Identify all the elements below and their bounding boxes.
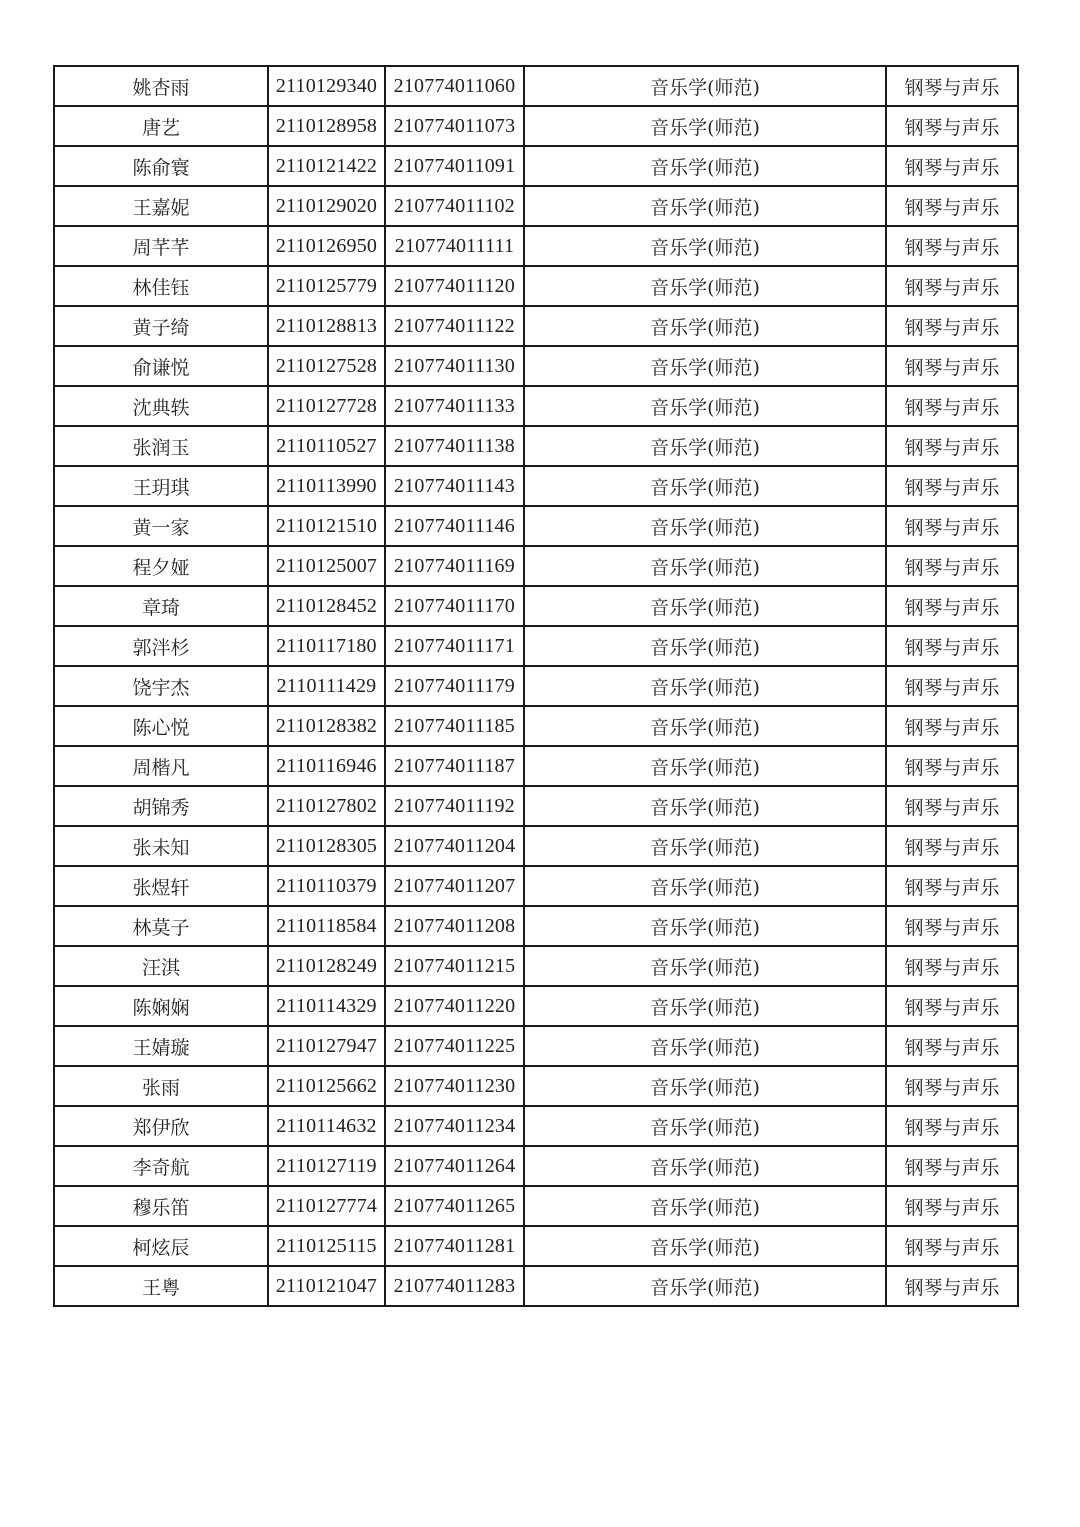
candidate-number-cell: 210774011204: [385, 826, 524, 866]
student-name-cell: 姚杏雨: [54, 66, 268, 106]
candidate-number-cell: 210774011208: [385, 906, 524, 946]
candidate-number-cell: 210774011225: [385, 1026, 524, 1066]
exam-number-cell: 2110127728: [268, 386, 385, 426]
student-name-cell: 张煜轩: [54, 866, 268, 906]
table-row: [54, 866, 1018, 906]
major-cell: 音乐学(师范): [524, 666, 886, 706]
table-row: [54, 146, 1018, 186]
student-name-cell: 张雨: [54, 1066, 268, 1106]
direction-cell: 钢琴与声乐: [886, 746, 1018, 786]
direction-cell: 钢琴与声乐: [886, 346, 1018, 386]
exam-number-cell: 2110128958: [268, 106, 385, 146]
student-list-table: [53, 65, 1019, 1307]
major-cell: 音乐学(师范): [524, 626, 886, 666]
student-name-cell: 饶宇杰: [54, 666, 268, 706]
major-cell: 音乐学(师范): [524, 186, 886, 226]
candidate-number-cell: 210774011179: [385, 666, 524, 706]
exam-number-cell: 2110121510: [268, 506, 385, 546]
candidate-number-cell: 210774011122: [385, 306, 524, 346]
exam-number-cell: 2110125007: [268, 546, 385, 586]
candidate-number-cell: 210774011230: [385, 1066, 524, 1106]
exam-number-cell: 2110114329: [268, 986, 385, 1026]
student-name-cell: 沈典轶: [54, 386, 268, 426]
exam-number-cell: 2110128452: [268, 586, 385, 626]
major-cell: 音乐学(师范): [524, 586, 886, 626]
major-cell: 音乐学(师范): [524, 346, 886, 386]
major-cell: 音乐学(师范): [524, 1226, 886, 1266]
student-name-cell: 周芊芊: [54, 226, 268, 266]
candidate-number-cell: 210774011111: [385, 226, 524, 266]
major-cell: 音乐学(师范): [524, 1106, 886, 1146]
direction-cell: 钢琴与声乐: [886, 1186, 1018, 1226]
candidate-number-cell: 210774011171: [385, 626, 524, 666]
exam-number-cell: 2110110379: [268, 866, 385, 906]
exam-number-cell: 2110125662: [268, 1066, 385, 1106]
exam-number-cell: 2110110527: [268, 426, 385, 466]
direction-cell: 钢琴与声乐: [886, 546, 1018, 586]
candidate-number-cell: 210774011187: [385, 746, 524, 786]
candidate-number-cell: 210774011143: [385, 466, 524, 506]
table-row: [54, 946, 1018, 986]
major-cell: 音乐学(师范): [524, 1146, 886, 1186]
table-row: [54, 986, 1018, 1026]
major-cell: 音乐学(师范): [524, 266, 886, 306]
exam-number-cell: 2110128813: [268, 306, 385, 346]
candidate-number-cell: 210774011130: [385, 346, 524, 386]
exam-number-cell: 2110127528: [268, 346, 385, 386]
candidate-number-cell: 210774011060: [385, 66, 524, 106]
major-cell: 音乐学(师范): [524, 66, 886, 106]
table-body: [54, 66, 1018, 1306]
table-row: [54, 586, 1018, 626]
exam-number-cell: 2110125779: [268, 266, 385, 306]
table-row: [54, 386, 1018, 426]
major-cell: 音乐学(师范): [524, 1066, 886, 1106]
candidate-number-cell: 210774011102: [385, 186, 524, 226]
direction-cell: 钢琴与声乐: [886, 906, 1018, 946]
student-name-cell: 唐艺: [54, 106, 268, 146]
table-row: [54, 186, 1018, 226]
table-row: [54, 826, 1018, 866]
candidate-number-cell: 210774011265: [385, 1186, 524, 1226]
exam-number-cell: 2110129020: [268, 186, 385, 226]
major-cell: 音乐学(师范): [524, 506, 886, 546]
exam-number-cell: 2110127774: [268, 1186, 385, 1226]
candidate-number-cell: 210774011281: [385, 1226, 524, 1266]
student-name-cell: 郑伊欣: [54, 1106, 268, 1146]
direction-cell: 钢琴与声乐: [886, 626, 1018, 666]
student-name-cell: 王粤: [54, 1266, 268, 1306]
major-cell: 音乐学(师范): [524, 386, 886, 426]
student-name-cell: 陈心悦: [54, 706, 268, 746]
exam-number-cell: 2110121047: [268, 1266, 385, 1306]
exam-number-cell: 2110117180: [268, 626, 385, 666]
candidate-number-cell: 210774011170: [385, 586, 524, 626]
student-name-cell: 柯炫辰: [54, 1226, 268, 1266]
table-row: [54, 346, 1018, 386]
exam-number-cell: 2110125115: [268, 1226, 385, 1266]
candidate-number-cell: 210774011146: [385, 506, 524, 546]
student-name-cell: 王玥琪: [54, 466, 268, 506]
table-row: [54, 906, 1018, 946]
direction-cell: 钢琴与声乐: [886, 386, 1018, 426]
major-cell: 音乐学(师范): [524, 946, 886, 986]
direction-cell: 钢琴与声乐: [886, 586, 1018, 626]
direction-cell: 钢琴与声乐: [886, 1146, 1018, 1186]
candidate-number-cell: 210774011264: [385, 1146, 524, 1186]
student-name-cell: 张润玉: [54, 426, 268, 466]
student-name-cell: 章琦: [54, 586, 268, 626]
candidate-number-cell: 210774011073: [385, 106, 524, 146]
exam-number-cell: 2110128305: [268, 826, 385, 866]
major-cell: 音乐学(师范): [524, 466, 886, 506]
student-name-cell: 王婧璇: [54, 1026, 268, 1066]
student-name-cell: 程夕娅: [54, 546, 268, 586]
major-cell: 音乐学(师范): [524, 1186, 886, 1226]
student-name-cell: 黄一家: [54, 506, 268, 546]
student-name-cell: 俞谦悦: [54, 346, 268, 386]
major-cell: 音乐学(师范): [524, 426, 886, 466]
major-cell: 音乐学(师范): [524, 746, 886, 786]
student-name-cell: 郭泮杉: [54, 626, 268, 666]
direction-cell: 钢琴与声乐: [886, 66, 1018, 106]
exam-number-cell: 2110129340: [268, 66, 385, 106]
major-cell: 音乐学(师范): [524, 146, 886, 186]
student-name-cell: 陈娴娴: [54, 986, 268, 1026]
major-cell: 音乐学(师范): [524, 546, 886, 586]
direction-cell: 钢琴与声乐: [886, 1226, 1018, 1266]
direction-cell: 钢琴与声乐: [886, 1066, 1018, 1106]
table-row: [54, 1106, 1018, 1146]
exam-number-cell: 2110126950: [268, 226, 385, 266]
exam-number-cell: 2110116946: [268, 746, 385, 786]
exam-number-cell: 2110128249: [268, 946, 385, 986]
exam-number-cell: 2110127119: [268, 1146, 385, 1186]
candidate-number-cell: 210774011234: [385, 1106, 524, 1146]
table-row: [54, 226, 1018, 266]
table-row: [54, 1026, 1018, 1066]
candidate-number-cell: 210774011283: [385, 1266, 524, 1306]
direction-cell: 钢琴与声乐: [886, 306, 1018, 346]
exam-number-cell: 2110114632: [268, 1106, 385, 1146]
table-row: [54, 426, 1018, 466]
table-row: [54, 1266, 1018, 1306]
direction-cell: 钢琴与声乐: [886, 1106, 1018, 1146]
student-name-cell: 李奇航: [54, 1146, 268, 1186]
direction-cell: 钢琴与声乐: [886, 1266, 1018, 1306]
table-row: [54, 1186, 1018, 1226]
major-cell: 音乐学(师范): [524, 906, 886, 946]
direction-cell: 钢琴与声乐: [886, 706, 1018, 746]
table-row: [54, 626, 1018, 666]
table-row: [54, 106, 1018, 146]
candidate-number-cell: 210774011138: [385, 426, 524, 466]
direction-cell: 钢琴与声乐: [886, 426, 1018, 466]
student-name-cell: 林佳钰: [54, 266, 268, 306]
candidate-number-cell: 210774011192: [385, 786, 524, 826]
direction-cell: 钢琴与声乐: [886, 226, 1018, 266]
student-name-cell: 胡锦秀: [54, 786, 268, 826]
direction-cell: 钢琴与声乐: [886, 506, 1018, 546]
table-row: [54, 266, 1018, 306]
direction-cell: 钢琴与声乐: [886, 146, 1018, 186]
exam-number-cell: 2110128382: [268, 706, 385, 746]
direction-cell: 钢琴与声乐: [886, 786, 1018, 826]
major-cell: 音乐学(师范): [524, 706, 886, 746]
direction-cell: 钢琴与声乐: [886, 466, 1018, 506]
major-cell: 音乐学(师范): [524, 986, 886, 1026]
student-name-cell: 王嘉妮: [54, 186, 268, 226]
candidate-number-cell: 210774011185: [385, 706, 524, 746]
table-row: [54, 786, 1018, 826]
table-row: [54, 66, 1018, 106]
student-name-cell: 周楷凡: [54, 746, 268, 786]
candidate-number-cell: 210774011120: [385, 266, 524, 306]
direction-cell: 钢琴与声乐: [886, 1026, 1018, 1066]
direction-cell: 钢琴与声乐: [886, 866, 1018, 906]
major-cell: 音乐学(师范): [524, 866, 886, 906]
student-name-cell: 张未知: [54, 826, 268, 866]
candidate-number-cell: 210774011215: [385, 946, 524, 986]
direction-cell: 钢琴与声乐: [886, 946, 1018, 986]
table-row: [54, 1146, 1018, 1186]
student-name-cell: 陈俞寰: [54, 146, 268, 186]
candidate-number-cell: 210774011207: [385, 866, 524, 906]
table-row: [54, 546, 1018, 586]
exam-number-cell: 2110127802: [268, 786, 385, 826]
student-name-cell: 穆乐笛: [54, 1186, 268, 1226]
exam-number-cell: 2110121422: [268, 146, 385, 186]
exam-number-cell: 2110127947: [268, 1026, 385, 1066]
direction-cell: 钢琴与声乐: [886, 826, 1018, 866]
direction-cell: 钢琴与声乐: [886, 666, 1018, 706]
candidate-number-cell: 210774011169: [385, 546, 524, 586]
table-row: [54, 306, 1018, 346]
exam-number-cell: 2110118584: [268, 906, 385, 946]
major-cell: 音乐学(师范): [524, 826, 886, 866]
direction-cell: 钢琴与声乐: [886, 986, 1018, 1026]
table-row: [54, 666, 1018, 706]
major-cell: 音乐学(师范): [524, 106, 886, 146]
student-name-cell: 汪淇: [54, 946, 268, 986]
exam-number-cell: 2110111429: [268, 666, 385, 706]
table-row: [54, 1226, 1018, 1266]
major-cell: 音乐学(师范): [524, 226, 886, 266]
table-row: [54, 706, 1018, 746]
candidate-number-cell: 210774011220: [385, 986, 524, 1026]
student-name-cell: 林莫子: [54, 906, 268, 946]
table-row: [54, 466, 1018, 506]
direction-cell: 钢琴与声乐: [886, 186, 1018, 226]
student-name-cell: 黄子绮: [54, 306, 268, 346]
candidate-number-cell: 210774011091: [385, 146, 524, 186]
direction-cell: 钢琴与声乐: [886, 106, 1018, 146]
direction-cell: 钢琴与声乐: [886, 266, 1018, 306]
table-row: [54, 746, 1018, 786]
exam-number-cell: 2110113990: [268, 466, 385, 506]
table-row: [54, 506, 1018, 546]
table-row: [54, 1066, 1018, 1106]
major-cell: 音乐学(师范): [524, 306, 886, 346]
candidate-number-cell: 210774011133: [385, 386, 524, 426]
major-cell: 音乐学(师范): [524, 786, 886, 826]
major-cell: 音乐学(师范): [524, 1266, 886, 1306]
major-cell: 音乐学(师范): [524, 1026, 886, 1066]
